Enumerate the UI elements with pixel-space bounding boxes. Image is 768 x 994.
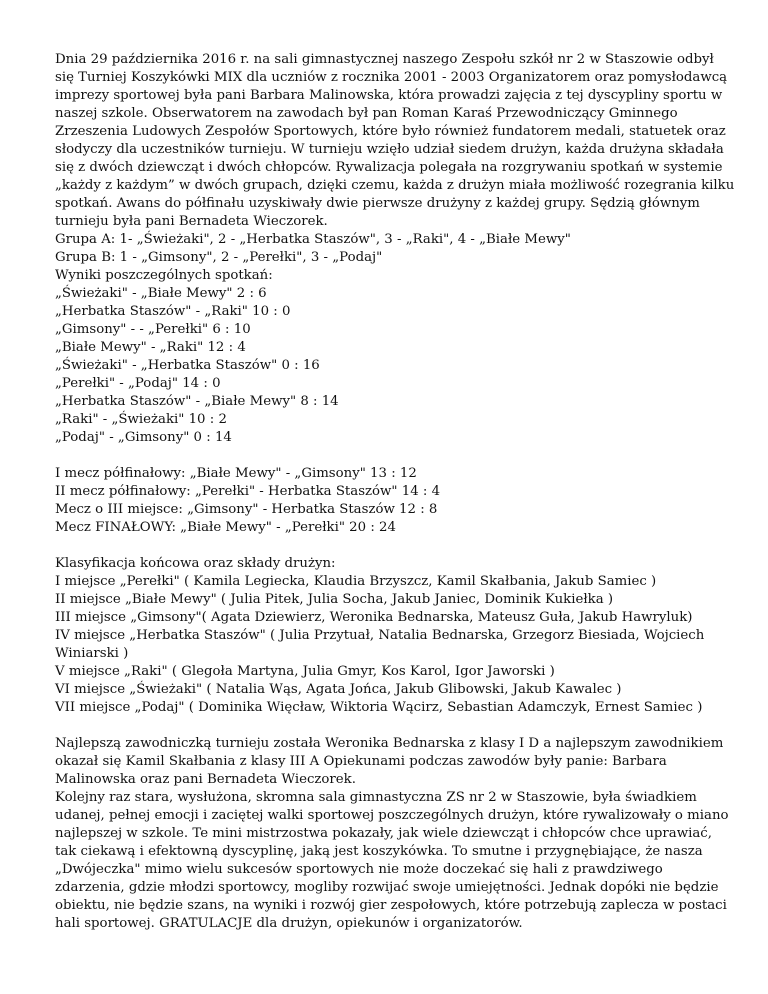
match-result: „Herbatka Staszów" - „Raki" 10 : 0 — [55, 304, 291, 319]
match-result: „Świeżaki" - „Białe Mewy" 2 : 6 — [55, 286, 267, 301]
intro-paragraph: Dnia 29 października 2016 r. na sali gimnastycznej naszego Zespołu szkół nr 2 w Staszowie odbył się Turniej Koszykówki MIX dla uczniów z rocznika 2001 - 2003 Organizatorem oraz pomysłodawcą imprezy sportowej była pani Barbara Malinowska, która prowadzi zajęcia z tej dyscypliny sportu w naszej szkole. Obserwatorem na zawodach był pan Roman Karaś Przewodniczący Gminnego Zrzeszenia Ludowych Zespołów Sportowych, które było również fundatorem medali, statuetek oraz słodyczy dla uczestników turnieju. W turnieju wzięło udział siedem drużyn, każda drużyna składała się z dwóch dziewcząt i dwóch chłopców. Rywalizacja polegała na rozgrywaniu spotkań w systemie „każdy z każdym” w dwóch grupach, dzięki czemu, każda z drużyn miała możliwość rozegrania kilku spotkań. Awans do półfinału uzyskiwały dwie pierwsze drużyny z każdej grupy. Sędzią głównym turnieju była pani Bernadeta Wieczorek. — [55, 52, 735, 229]
section-gap — [55, 447, 735, 465]
group-b-line: Grupa B: 1 - „Gimsony", 2 - „Perełki", 3 - „Podaj" — [55, 250, 383, 265]
match-result: „Białe Mewy" - „Raki" 12 : 4 — [55, 340, 246, 355]
match-result: „Perełki" - „Podaj" 14 : 0 — [55, 376, 221, 391]
final-match: I mecz półfinałowy: „Białe Mewy" - „Gimsony" 13 : 12 — [55, 466, 417, 481]
match-result: „Gimsony" - - „Perełki" 6 : 10 — [55, 322, 251, 337]
classification-heading: Klasyfikacja końcowa oraz składy drużyn: — [55, 556, 336, 571]
place-line: VI miejsce „Świeżaki" ( Natalia Wąs, Agata Jońca, Jakub Glibowski, Jakub Kawalec ) — [55, 682, 622, 697]
final-match: II mecz półfinałowy: „Perełki" - Herbatka Staszów" 14 : 4 — [55, 484, 441, 499]
place-line: I miejsce „Perełki" ( Kamila Legiecka, Klaudia Brzyszcz, Kamil Skałbania, Jakub Samiec ) — [55, 574, 657, 589]
place-line: V miejsce „Raki" ( Glegoła Martyna, Julia Gmyr, Kos Karol, Igor Jaworski ) — [55, 664, 555, 679]
article-page — [55, 51, 735, 933]
match-result: „Podaj" - „Gimsony" 0 : 14 — [55, 430, 232, 445]
place-line: IV miejsce „Herbatka Staszów" ( Julia Przytuał, Natalia Bednarska, Grzegorz Biesiada, Wojciech Winiarski ) — [55, 628, 705, 661]
section-gap — [55, 537, 735, 555]
best-players-paragraph: Najlepszą zawodniczką turnieju została Weronika Bednarska z klasy I D a najlepszym zawodnikiem okazał się Kamil Skałbania z klasy III A Opiekunami podczas zawodów były panie: Barbara Malinowska oraz pani Bernadeta Wieczorek. — [55, 736, 724, 787]
place-line: VII miejsce „Podaj" ( Dominika Więcław, Wiktoria Wącirz, Sebastian Adamczyk, Ernest Samiec ) — [55, 700, 703, 715]
place-line: II miejsce „Białe Mewy" ( Julia Pitek, Julia Socha, Jakub Janiec, Dominik Kukiełka ) — [55, 592, 614, 607]
match-result: „Świeżaki" - „Herbatka Staszów" 0 : 16 — [55, 358, 320, 373]
group-a-line: Grupa A: 1- „Świeżaki", 2 - „Herbatka Staszów", 3 - „Raki", 4 - „Białe Mewy" — [55, 232, 571, 247]
final-match: Mecz FINAŁOWY: „Białe Mewy" - „Perełki" 20 : 24 — [55, 520, 396, 535]
results-heading: Wyniki poszczególnych spotkań: — [55, 268, 273, 283]
match-result: „Herbatka Staszów" - „Białe Mewy" 8 : 14 — [55, 394, 339, 409]
section-gap — [55, 717, 735, 735]
summary-paragraph: Kolejny raz stara, wysłużona, skromna sala gimnastyczna ZS nr 2 w Staszowie, była świadkiem udanej, pełnej emocji i zaciętej walki sportowej poszczególnych drużyn, które rywalizowały o miano najlepszej w szkole. Te mini mistrzostwa pokazały, jak wiele dziewcząt i chłopców chce uprawiać, tak ciekawą i efektowną dyscyplinę, jaką jest koszykówka. To smutne i przygnębiające, że nasza „Dwójeczka" mimo wielu sukcesów sportowych nie może doczekać się hali z prawdziwego zdarzenia, gdzie młodzi sportowcy, mogliby rozwijać swoje umiejętności. Jednak dopóki nie będzie obiektu, nie będzie szans, na wyniki i rozwój gier zespołowych, które potrzebują zaplecza w postaci hali sportowej. GRATULACJE dla drużyn, opiekunów i organizatorów. — [55, 790, 729, 931]
match-result: „Raki" - „Świeżaki" 10 : 2 — [55, 412, 227, 427]
place-line: III miejsce „Gimsony"( Agata Dziewierz, Weronika Bednarska, Mateusz Guła, Jakub Hawryluk) — [55, 610, 693, 625]
final-match: Mecz o III miejsce: „Gimsony" - Herbatka Staszów 12 : 8 — [55, 502, 438, 517]
